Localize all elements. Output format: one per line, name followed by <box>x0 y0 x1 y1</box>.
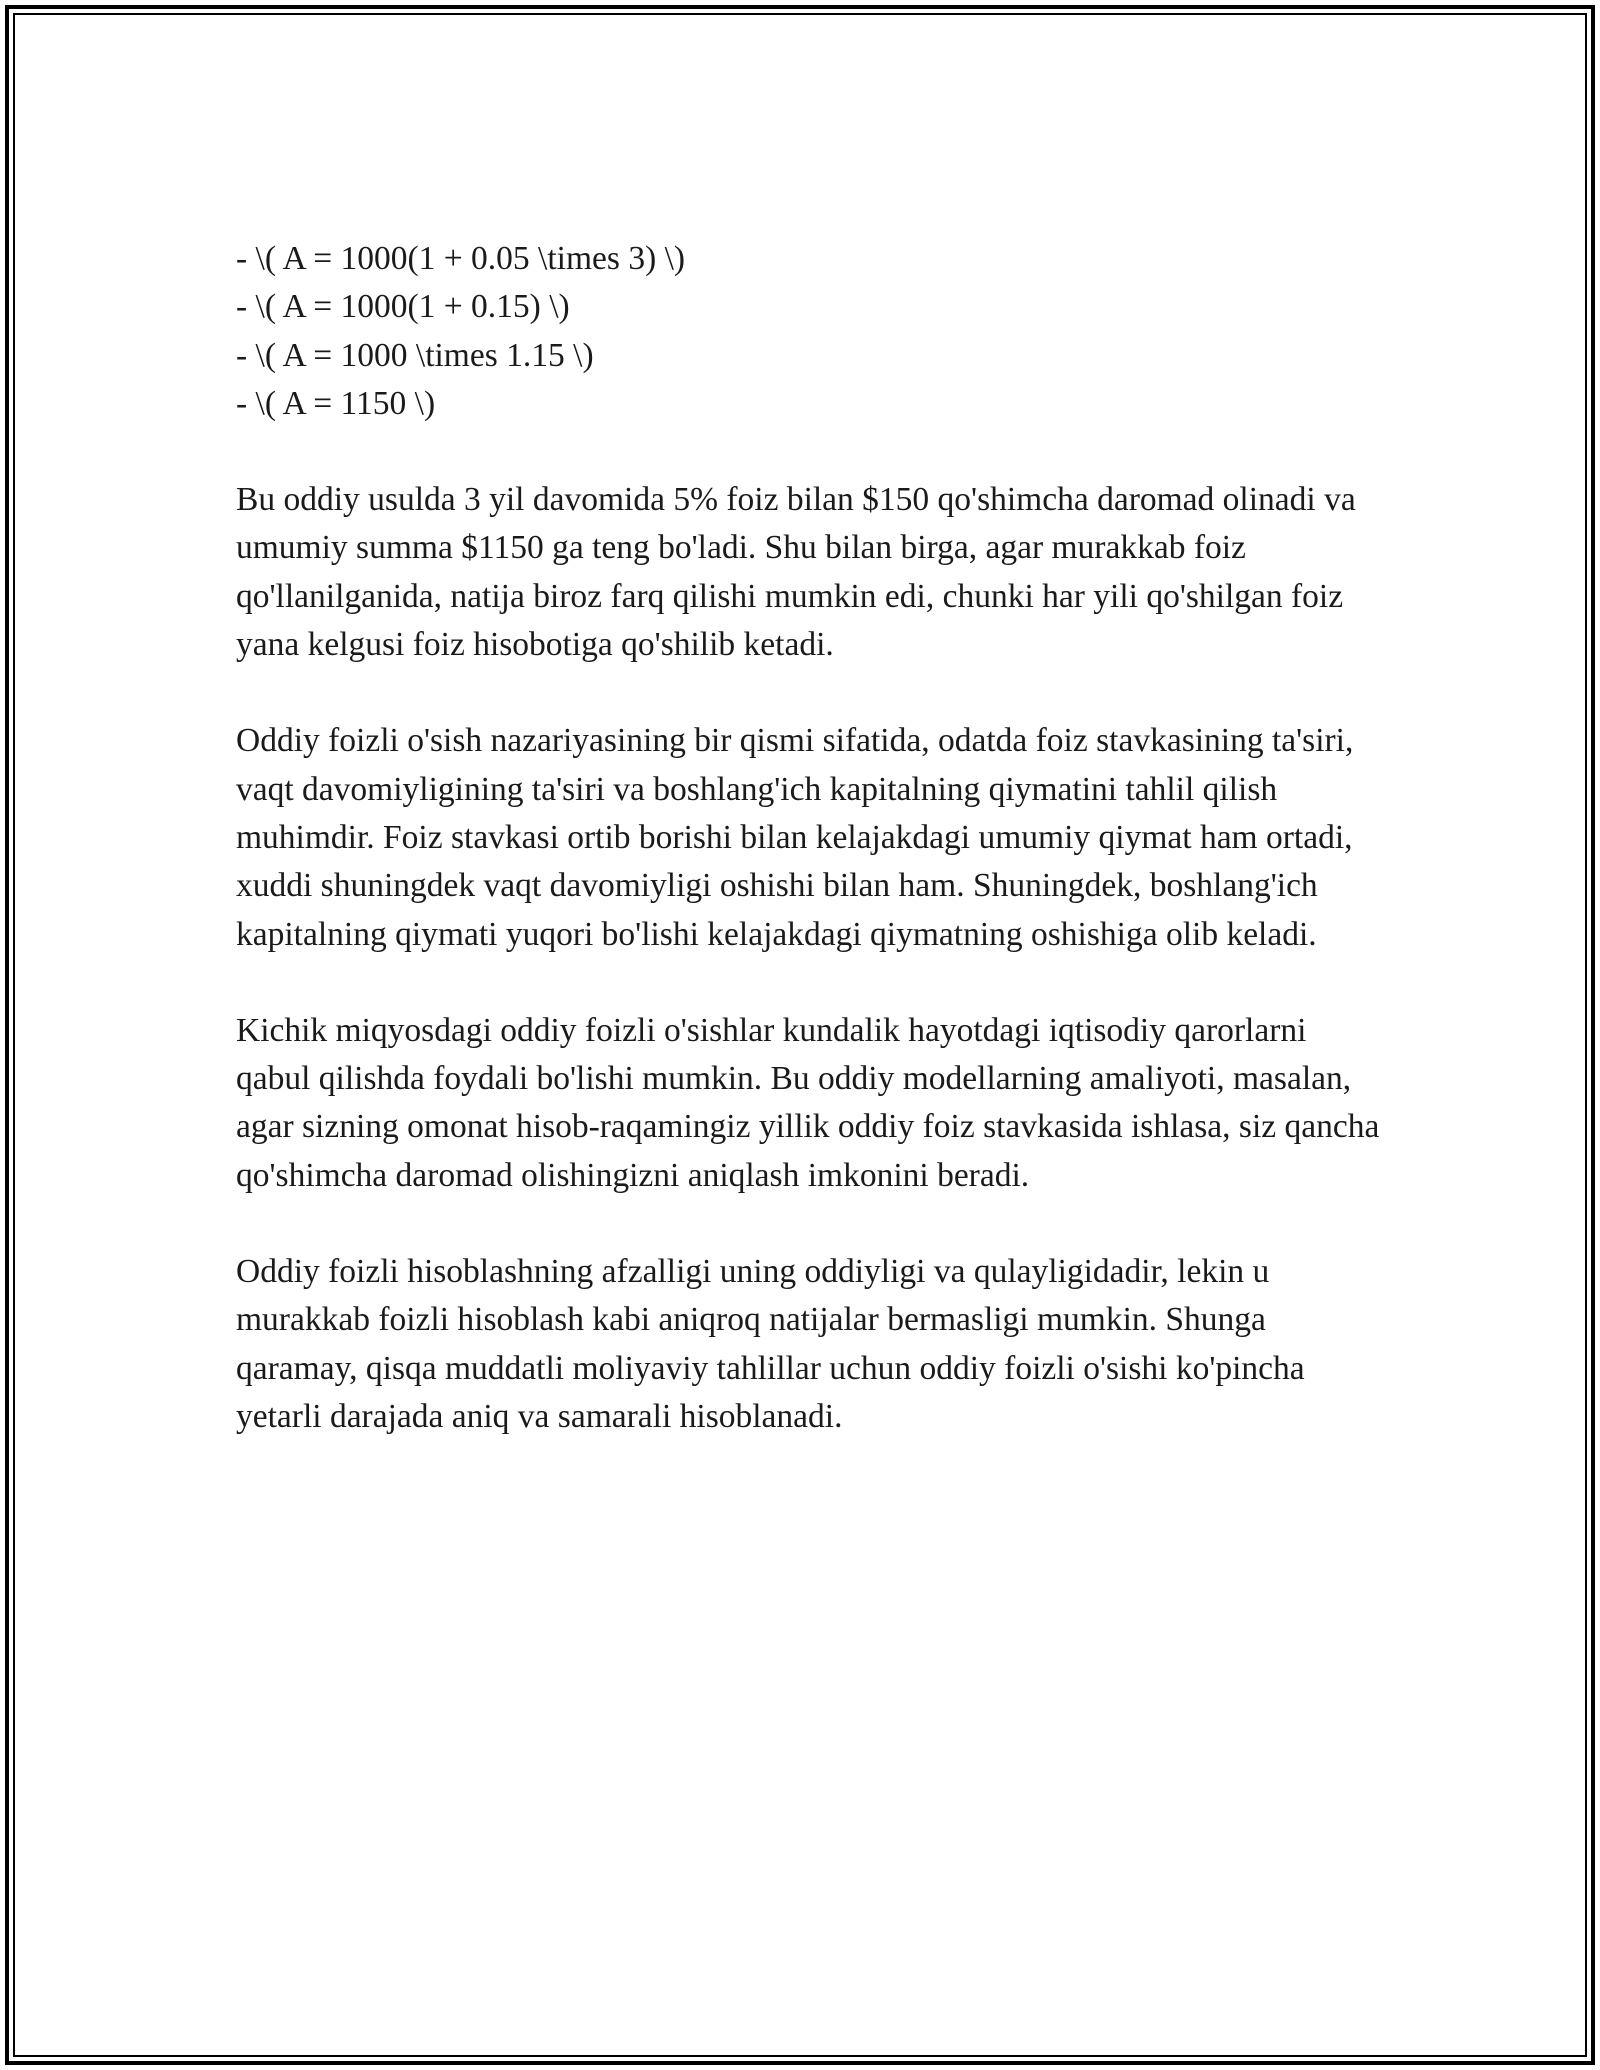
paragraph: Kichik miqyosdagi oddiy foizli o'sishlar kundalik hayotdagi iqtisodiy qarorlarni qabul qilishda foydali bo'lishi mumkin. Bu oddiy modellarning amaliyoti, masalan, agar sizning omonat hisob-raqamingiz yillik oddiy foiz stavkasida ishlasa, siz qancha qo'shimcha daromad olishingizni aniqlash imkonini beradi. <box>236 1011 1380 1194</box>
formula-list <box>236 235 1386 428</box>
paragraph: Oddiy foizli o'sish nazariyasining bir qismi sifatida, odatda foiz stavkasining ta'siri, vaqt davomiyligining ta'siri va boshlang'ich kapitalning qiymatini tahlil qilish muhimdir. Foiz stavkasi ortib borishi bilan kelajakdagi umumiy qiymat ham ortadi, xuddi shuningdek vaqt davomiyligi oshishi bilan ham. Shuningdek, boshlang'ich kapitalning qiymati yuqori bo'lishi kelajakdagi qiymatning oshishiga olib keladi. <box>236 722 1354 953</box>
paragraph: Bu oddiy usulda 3 yil davomida 5% foiz bilan $150 qo'shimcha daromad olinadi va umumiy summa $1150 ga teng bo'ladi. Shu bilan birga, agar murakkab foiz qo'llanilganida, natija biroz farq qilishi mumkin edi, chunki har yili qo'shilgan foiz yana kelgusi foiz hisobotiga qo'shilib ketadi. <box>236 481 1356 664</box>
formula-line: - \( A = 1000(1 + 0.05 \times 3) \) <box>236 240 686 277</box>
formula-line: - \( A = 1000(1 + 0.15) \) <box>236 288 570 326</box>
document-body <box>236 235 1386 1441</box>
paragraph: Oddiy foizli hisoblashning afzalligi uning oddiyligi va qulayligidadir, lekin u murakkab foizli hisoblash kabi aniqroq natijalar bermasligi mumkin. Shunga qaramay, qisqa muddatli moliyaviy tahlillar uchun oddiy foizli o'sishi ko'pincha yetarli darajada aniq va samarali hisoblanadi. <box>236 1253 1305 1435</box>
formula-line: - \( A = 1000 \times 1.15 \) <box>236 336 594 374</box>
formula-line: - \( A = 1150 \) <box>236 384 436 422</box>
